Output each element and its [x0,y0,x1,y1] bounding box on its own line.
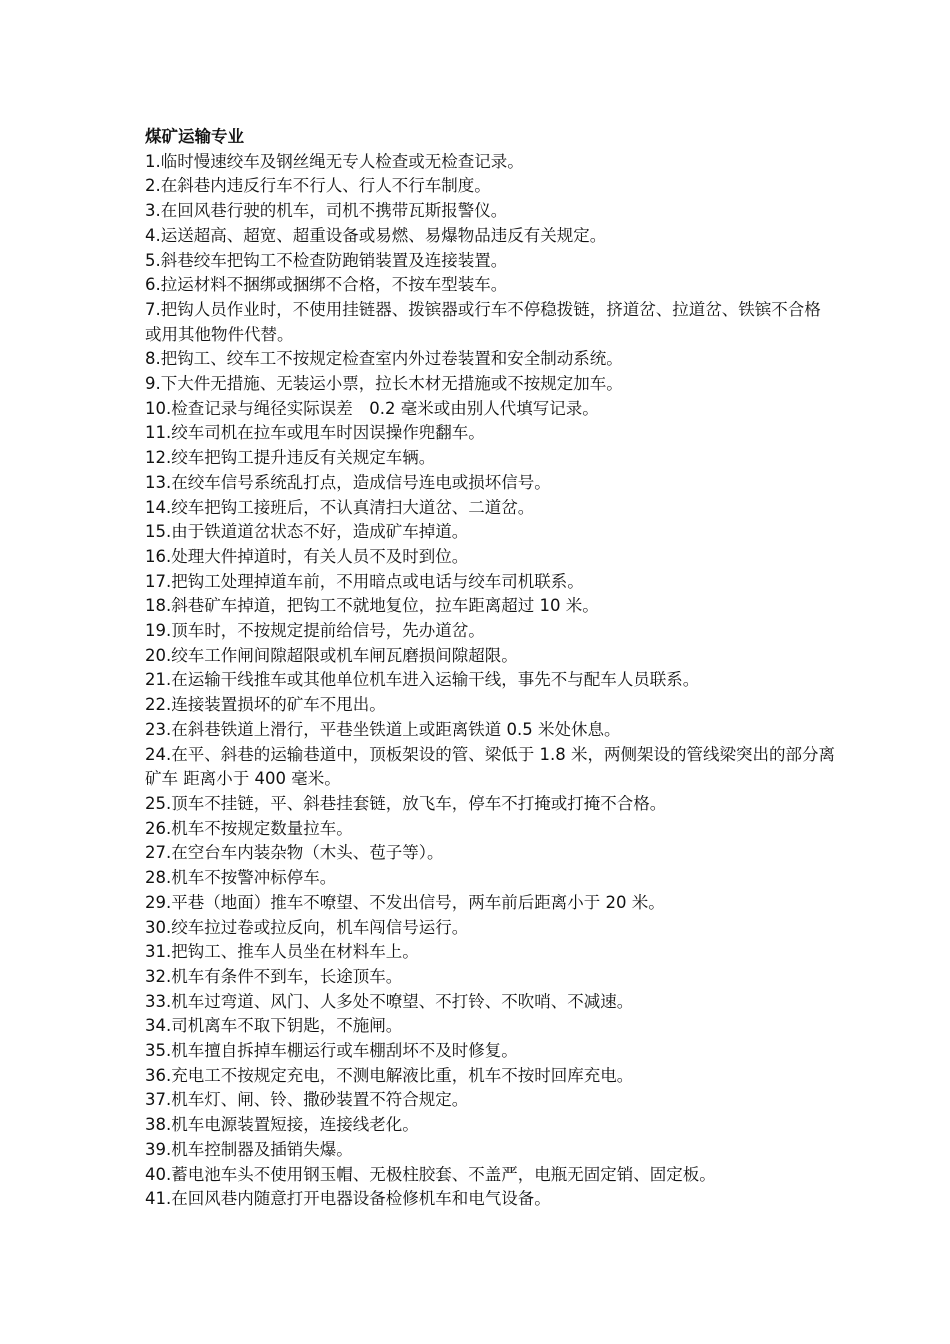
list-item: 3.在回风巷行驶的机车，司机不携带瓦斯报警仪。 [145,201,508,221]
list-item: 26.机车不按规定数量拉车。 [145,818,353,838]
list-item: 21.在运输干线推车或其他单位机车进入运输干线，事先不与配车人员联系。 [145,670,700,690]
list-item: 2.在斜巷内违反行车不行人、行人不行车制度。 [145,176,491,196]
list-item: 33.机车过弯道、风门、人多处不嘹望、不打铃、不吹哨、不减速。 [145,991,634,1011]
list-item: 11.绞车司机在拉车或甩车时因误操作兜翻车。 [145,423,485,443]
list-item: 10.检查记录与绳径实际误差 0.2 毫米或由别人代填写记录。 [145,398,599,418]
document-body [145,125,835,1212]
list-item: 36.充电工不按规定充电，不测电解液比重，机车不按时回库充电。 [145,1065,634,1085]
list-item: 18.斜巷矿车掉道，把钩工不就地复位，拉车距离超过 10 米。 [145,596,599,616]
list-item: 34.司机离车不取下钥匙，不施闸。 [145,1016,403,1036]
list-item: 31.把钩工、推车人员坐在材料车上。 [145,942,419,962]
list-item: 25.顶车不挂链，平、斜巷挂套链，放飞车，停车不打掩或打掩不合格。 [145,793,667,813]
list-item: 8.把钩工、绞车工不按规定检查室内外过卷装置和安全制动系统。 [145,349,623,369]
list-item: 28.机车不按警冲标停车。 [145,868,337,888]
list-item: 20.绞车工作闸间隙超限或机车闸瓦磨损间隙超限。 [145,645,518,665]
list-item: 4.运送超高、超宽、超重设备或易燃、易爆物品违反有关规定。 [145,225,607,245]
list-item: 13.在绞车信号系统乱打点，造成信号连电或损坏信号。 [145,472,551,492]
list-item: 1.临时慢速绞车及钢丝绳无专人检查或无检查记录。 [145,151,524,171]
list-item: 9.下大件无措施、无装运小票，拉长木材无措施或不按规定加车。 [145,374,623,394]
list-item: 30.绞车拉过卷或拉反向，机车闯信号运行。 [145,917,469,937]
list-item: 12.绞车把钩工提升违反有关规定车辆。 [145,448,436,468]
list-item: 32.机车有条件不到车，长途顶车。 [145,966,403,986]
list-item: 39.机车控制器及插销失爆。 [145,1139,353,1159]
list-item: 24.在平、斜巷的运输巷道中，顶板架设的管、梁低于 1.8 米，两侧架设的管线梁突出的部分离矿车 距离小于 400 毫米。 [145,744,835,789]
document-title: 煤矿运输专业 [145,127,244,146]
list-item: 17.把钩工处理掉道车前，不用暗点或电话与绞车司机联系。 [145,571,584,591]
list-item: 40.蓄电池车头不使用钢玉帽、无极柱胶套、不盖严，电瓶无固定销、固定板。 [145,1164,716,1184]
list-item: 14.绞车把钩工接班后，不认真清扫大道岔、二道岔。 [145,497,535,517]
list-item: 19.顶车时，不按规定提前给信号，先办道岔。 [145,621,485,641]
list-item: 23.在斜巷铁道上滑行，平巷坐铁道上或距离铁道 0.5 米处休息。 [145,719,621,739]
list-item: 15.由于铁道道岔状态不好，造成矿车掉道。 [145,522,469,542]
list-item: 6.拉运材料不捆绑或捆绑不合格，不按车型装车。 [145,275,508,295]
list-item: 37.机车灯、闸、铃、撒砂装置不符合规定。 [145,1090,469,1110]
list-item: 29.平巷（地面）推车不嘹望、不发出信号，两车前后距离小于 20 米。 [145,892,665,912]
list-item: 27.在空台车内装杂物（木头、苞子等）。 [145,843,444,863]
list-item: 7.把钩人员作业时，不使用挂链器、拨镔器或行车不停稳拨链，挤道岔、拉道岔、铁镔不合格或用其他物件代替。 [145,299,821,344]
list-item: 16.处理大件掉道时，有关人员不及时到位。 [145,546,469,566]
list-item: 35.机车擅自拆掉车棚运行或车棚刮坏不及时修复。 [145,1041,518,1061]
list-item: 41.在回风巷内随意打开电器设备检修机车和电气设备。 [145,1189,551,1209]
list-item: 22.连接装置损坏的矿车不甩出。 [145,695,386,715]
list-item: 38.机车电源装置短接，连接线老化。 [145,1115,419,1135]
list-item: 5.斜巷绞车把钩工不检查防跑销装置及连接装置。 [145,250,508,270]
violation-list [145,150,835,1212]
